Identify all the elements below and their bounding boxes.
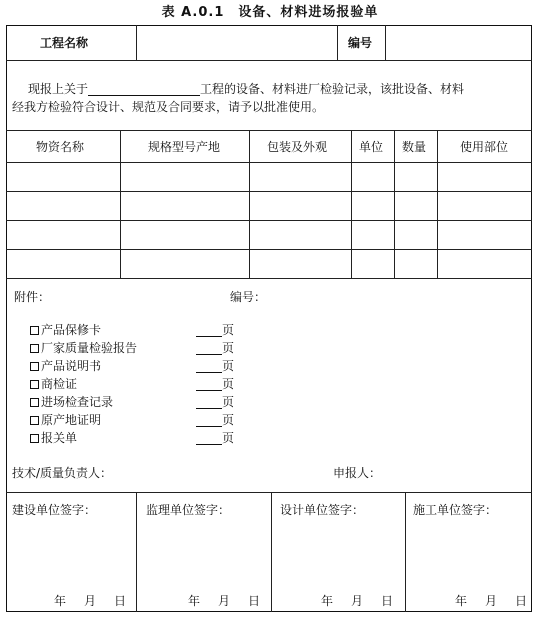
rule-after-header	[6, 60, 532, 61]
signature-supervision-unit: 监理单位签字：	[146, 503, 231, 517]
form-title: 表 A.0.1 设备、材料进场报验单	[161, 5, 379, 20]
checkbox-icon[interactable]	[30, 380, 39, 389]
rule-after-table	[6, 278, 532, 279]
column-header-usage-location: 使用部位	[460, 140, 509, 154]
rule-before-signatures	[6, 492, 532, 493]
table-col-divider-2	[249, 130, 250, 278]
column-header-unit: 单位	[359, 140, 384, 154]
signature-contractor-unit: 施工单位签字：	[413, 503, 498, 517]
table-col-divider-3	[351, 130, 352, 278]
checkbox-icon[interactable]	[30, 416, 39, 425]
statement-line-2: 经我方检验符合设计、规范及合同要求，请予以批准使用。	[12, 100, 325, 114]
column-header-material-name: 物资名称	[36, 140, 85, 154]
checkbox-icon[interactable]	[30, 326, 39, 335]
rule-row-3	[6, 249, 532, 250]
signature-construction-unit: 建设单位签字：	[12, 503, 97, 517]
attachment-page-count[interactable]: 页	[196, 359, 234, 373]
attachments-label: 附件：	[14, 290, 51, 304]
header-divider-2	[337, 25, 338, 60]
signature-design-unit: 设计单位签字：	[280, 503, 365, 517]
number-field[interactable]	[392, 36, 524, 52]
attachment-item[interactable]: 商检证	[30, 377, 77, 391]
table-col-divider-1	[120, 130, 121, 278]
checkbox-icon[interactable]	[30, 434, 39, 443]
signature-date: 年 月 日	[54, 594, 127, 608]
table-col-divider-5	[437, 130, 438, 278]
signature-date: 年 月 日	[455, 594, 528, 608]
statement-line-1	[28, 82, 464, 96]
attachment-page-count[interactable]: 页	[196, 323, 234, 337]
attachment-item[interactable]: 原产地证明	[30, 413, 101, 427]
project-name-label: 工程名称	[40, 36, 89, 50]
checkbox-icon[interactable]	[30, 362, 39, 371]
signature-date: 年 月 日	[321, 594, 394, 608]
attachment-page-count[interactable]: 页	[196, 395, 234, 409]
rule-after-columns	[6, 162, 532, 163]
project-name-field[interactable]	[145, 36, 330, 52]
attachment-page-count[interactable]: 页	[196, 377, 234, 391]
rule-row-1	[6, 191, 532, 192]
header-divider-3	[385, 25, 386, 60]
column-header-packaging: 包装及外观	[267, 140, 328, 154]
statement-prefix: 现报上关于	[28, 82, 89, 96]
checkbox-icon[interactable]	[30, 344, 39, 353]
checkbox-icon[interactable]	[30, 398, 39, 407]
number-label: 编号	[348, 36, 373, 50]
attachment-page-count[interactable]: 页	[196, 431, 234, 445]
tech-quality-responsible-label: 技术/质量负责人：	[12, 466, 113, 480]
column-header-quantity: 数量	[402, 140, 427, 154]
rule-row-2	[6, 220, 532, 221]
attachment-item[interactable]: 产品说明书	[30, 359, 101, 373]
applicant-label: 申报人：	[333, 466, 382, 480]
rule-after-statement	[6, 130, 532, 131]
table-col-divider-4	[394, 130, 395, 278]
attachment-item[interactable]: 报关单	[30, 431, 77, 445]
statement-project-blank[interactable]	[88, 83, 200, 96]
attachment-page-count[interactable]: 页	[196, 341, 234, 355]
attachment-item[interactable]: 进场检查记录	[30, 395, 113, 409]
column-header-spec-origin: 规格型号产地	[148, 140, 221, 154]
attachments-number-label: 编号：	[230, 290, 267, 304]
attachment-item[interactable]: 厂家质量检验报告	[30, 341, 137, 355]
attachment-page-count[interactable]: 页	[196, 413, 234, 427]
attachment-item[interactable]: 产品保修卡	[30, 323, 101, 337]
statement-suffix: 工程的设备、材料进厂检验记录，该批设备、材料	[200, 82, 465, 96]
header-divider-1	[136, 25, 137, 60]
signature-date: 年 月 日	[188, 594, 261, 608]
